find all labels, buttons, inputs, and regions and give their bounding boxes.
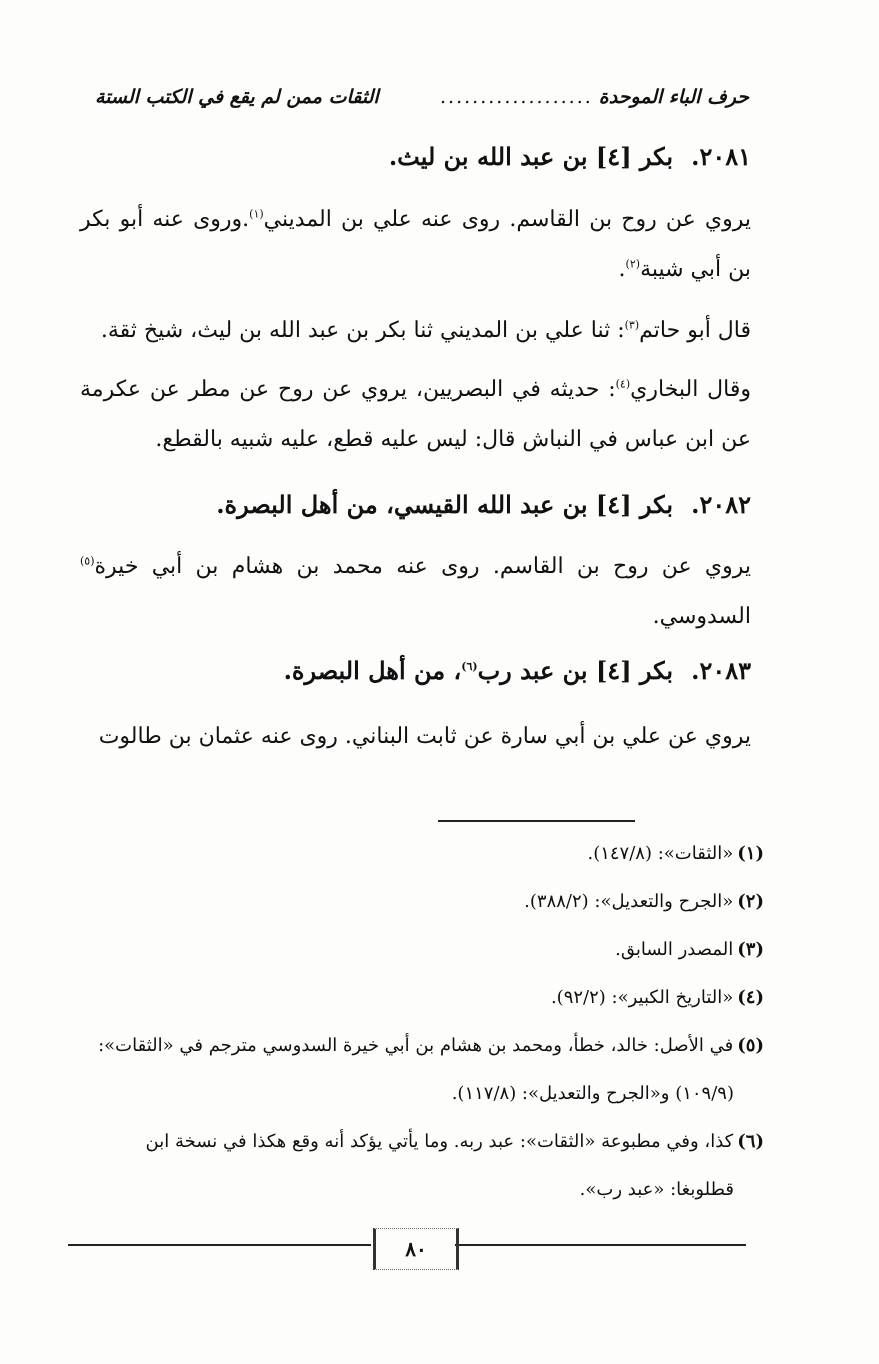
- footnote-ref: (٦): [461, 660, 478, 673]
- footnote-ref: (٣): [624, 318, 640, 332]
- entry-number: ٢٠٨٣.: [691, 656, 751, 685]
- footer-rule-left: [68, 1244, 371, 1246]
- footnote-1: (١)«الثقات»: (١٤٧/٨).: [587, 843, 764, 864]
- entry-name: بكر [٤] بن عبد رب: [477, 656, 674, 685]
- footnote-4: (٤)«التاريخ الكبير»: (٩٢/٢).: [550, 987, 764, 1008]
- footnote-ref: (٥): [80, 554, 95, 568]
- footnote-ref: (١): [249, 207, 264, 221]
- footnote-2: (٢)«الجرح والتعديل»: (٣٨٨/٢).: [524, 891, 764, 912]
- entry-number: ٢٠٨٢.: [691, 490, 751, 519]
- entry-2081-paragraph-3: وقال البخاري$^{(٤)}$: حديثه في البصريين، يروي عن روح عن مطر عن عكرمة عن ابن عباس في النباش قال: ليس عليه قطع، عليه شبيه بالقطع.: [80, 377, 751, 452]
- entry-title-2081: [389, 142, 751, 171]
- entry-2081-paragraph-2: قال أبو حاتم$^{(٣)}$: ثنا علي بن المديني ثنا بكر بن عبد الله بن ليث، شيخ ثقة.: [100, 318, 751, 343]
- footnote-3: (٣)المصدر السابق.: [615, 939, 764, 960]
- entry-title-2083: ٢٠٨٣.بكر [٤] بن عبد رب$^{(٦)}$، من أهل البصرة.: [283, 656, 751, 685]
- footnote-6: (٦)كذا، وفي مطبوعة «الثقات»: عبد ربه. وما يأتي يؤكد أنه وقع هكذا في نسخة ابن قطلوبغا: «عبد رب».: [145, 1131, 764, 1200]
- footnote-5: (٥)في الأصل: خالد، خطأ، ومحمد بن هشام بن أبي خيرة السدوسي مترجم في «الثقات»: (١٠٩/٩) و«الجرح والتعديل»: (١١٧/٨).: [98, 1035, 764, 1104]
- running-head: [95, 86, 749, 108]
- entry-name: بكر [٤] بن عبد الله بن ليث.: [388, 142, 674, 171]
- entry-title-2082: [216, 490, 751, 519]
- entry-2083-paragraph-1: يروي عن علي بن أبي سارة عن ثابت البناني. روى عنه عثمان بن طالوت: [98, 724, 751, 749]
- footer-rule-right: [455, 1244, 746, 1246]
- running-head-dots: ...................: [440, 86, 593, 108]
- footnote-divider: [438, 820, 635, 822]
- running-head-chapter: حرف الباء الموحدة: [598, 86, 749, 108]
- entry-name: بكر [٤] بن عبد الله القيسي، من أهل البصرة.: [216, 490, 674, 519]
- entry-2081-paragraph-1: يروي عن روح بن القاسم. روى عنه علي بن المديني$^{(١)}$.وروى عنه أبو بكر بن أبي شيبة$^{(٢)}$.: [80, 207, 751, 282]
- entry-2082-paragraph-1: يروي عن روح بن القاسم. روى عنه محمد بن هشام بن أبي خيرة$^{(٥)}$ السدوسي.: [80, 554, 751, 629]
- entry-number: ٢٠٨١.: [691, 142, 751, 171]
- footnote-ref: (٤): [615, 377, 631, 391]
- footnote-ref: (٢): [625, 257, 641, 271]
- running-head-book-title: الثقات ممن لم يقع في الكتب الستة: [95, 86, 379, 108]
- page-number: ٨٠: [373, 1228, 459, 1270]
